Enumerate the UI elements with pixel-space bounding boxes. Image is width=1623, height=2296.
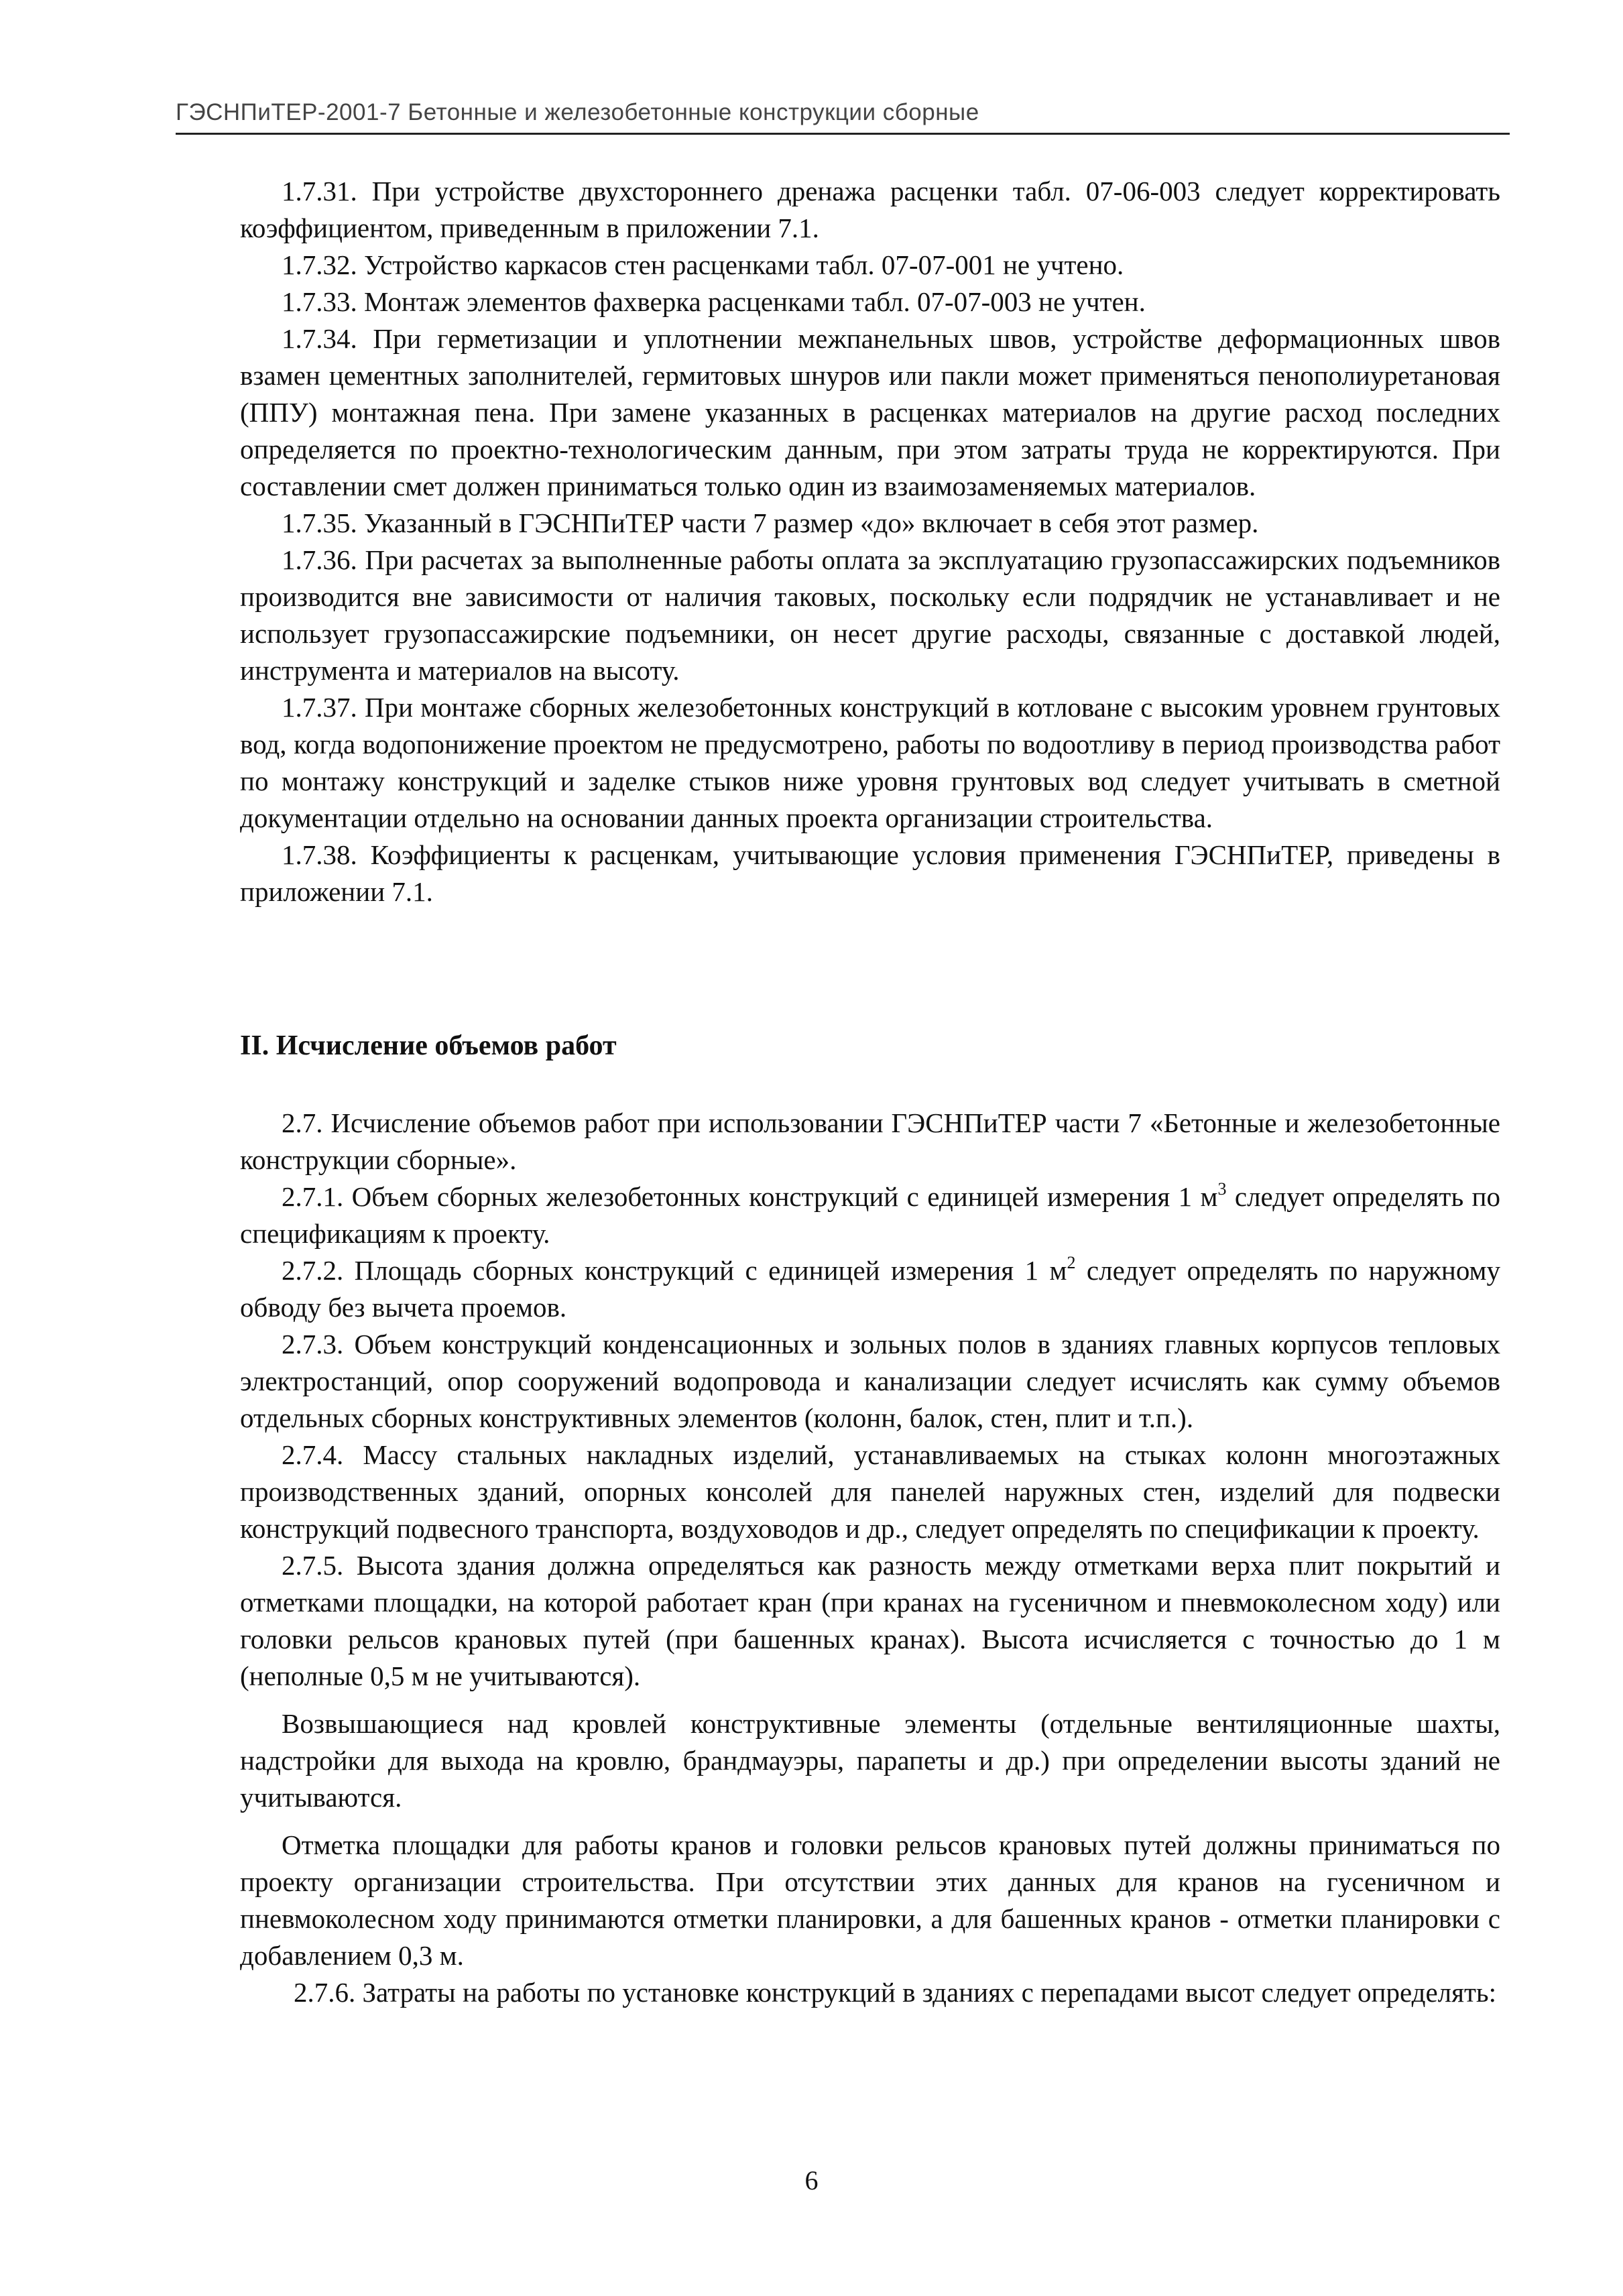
page-number: 6 (804, 2165, 819, 2195)
paragraph-2-7-6: 2.7.6. Затраты на работы по установке конструкций в зданиях с перепадами высот следует определять: (294, 1977, 1497, 2008)
paragraph-2-7-1 (240, 1179, 1500, 1252)
paragraph-2-7-2 (240, 1252, 1500, 1326)
section-2-text (240, 1105, 1500, 2011)
paragraph-2-7-1-text-b: следует определять по спецификациям к проекту. (240, 1181, 1500, 1249)
running-header: ГЭСНПиТЕР-2001-7 Бетонные и железобетонные конструкции сборные (176, 93, 1510, 135)
paragraph-1-7-37: 1.7.37. При монтаже сборных железобетонных конструкций в котловане с высоким уровнем грунтовых вод, когда водопонижение проектом не предусмотрено, работы по водоотливу в период производства работ по монтажу конструкций и заделке стыков ниже уровня грунтовых вод следует учитывать в сметной документации отдельно на основании данных проекта организации строительства. (240, 692, 1500, 833)
paragraph-2-7-2-text-a: 2.7.2. Площадь сборных конструкций с единицей измерения 1 м (282, 1255, 1067, 1286)
paragraph-1-7-33: 1.7.33. Монтаж элементов фахверка расценками табл. 07-07-003 не учтен. (282, 286, 1146, 317)
paragraph-otmetka: Отметка площадки для работы кранов и головки рельсов крановых путей должны приниматься по проекту организации строительства. При отсутствии этих данных для кранов на гусеничном и пневмоколесном ходу принимаются отметки планировки, а для башенных кранов - отметки планировки с добавлением 0,3 м. (240, 1829, 1500, 1971)
paragraph-1-7-36: 1.7.36. При расчетах за выполненные работы оплата за эксплуатацию грузопассажирских подъемников производится вне зависимости от наличия таковых, поскольку если подрядчик не устанавливает и не использует грузопассажирские подъемники, он несет другие расходы, связанные с доставкой людей, инструмента и материалов на высоту. (240, 544, 1500, 686)
paragraph-1-7-32: 1.7.32. Устройство каркасов стен расценками табл. 07-07-001 не учтено. (282, 249, 1124, 280)
paragraph-2-7: 2.7. Исчисление объемов работ при использовании ГЭСНПиТЕР части 7 «Бетонные и железобетонные конструкции сборные». (240, 1107, 1500, 1175)
paragraph-1-7-35: 1.7.35. Указанный в ГЭСНПиТЕР части 7 размер «до» включает в себя этот размер. (282, 507, 1259, 538)
paragraph-1-7-34: 1.7.34. При герметизации и уплотнении межпанельных швов, устройстве деформационных швов взамен цементных заполнителей, гермитовых шнуров или пакли может применяться пенополиуретановая (ППУ) монтажная пена. При замене указанных в расценках материалов на другие расход последних определяется по проектно-технологическим данным, при этом затраты труда не корректируются. При составлении смет должен приниматься только один из взаимозаменяемых материалов. (240, 323, 1500, 501)
paragraph-2-7-4: 2.7.4. Массу стальных накладных изделий, устанавливаемых на стыках колонн многоэтажных производственных зданий, опорных консолей для панелей наружных стен, изделий для подвески конструкций подвесного транспорта, воздуховодов и др., следует определять по спецификации к проекту. (240, 1439, 1500, 1544)
paragraph-2-7-5: 2.7.5. Высота здания должна определяться как разность между отметками верха плит покрытий и отметками площадки, на которой работает кран (при кранах на гусеничном и пневмоколесном ходу) или головки рельсов крановых путей (при башенных кранах). Высота исчисляется с точностью до 1 м (неполные 0,5 м не учитываются). (240, 1550, 1500, 1691)
paragraph-2-7-2-text-b: следует определять по наружному обводу без вычета проемов. (240, 1255, 1500, 1323)
paragraph-2-7-1-text-a: 2.7.1. Объем сборных железобетонных конструкций с единицей измерения 1 м (282, 1181, 1218, 1212)
paragraph-1-7-31: 1.7.31. При устройстве двухстороннего дренажа расценки табл. 07-06-003 следует корректировать коэффициентом, приведенным в приложении 7.1. (240, 176, 1500, 243)
superscript-square: 2 (1067, 1253, 1076, 1272)
paragraph-2-7-3: 2.7.3. Объем конструкций конденсационных и зольных полов в зданиях главных корпусов тепловых электростанций, опор сооружений водопровода и канализации следует исчислять как сумму объемов отдельных сборных конструктивных элементов (колонн, балок, стен, плит и т.п.). (240, 1329, 1500, 1433)
section-1-text (240, 173, 1500, 910)
section-2-heading: II. Исчисление объемов работ (240, 1030, 617, 1061)
paragraph-vozvyshayushchiesya: Возвышающиеся над кровлей конструктивные элементы (отдельные вентиляционные шахты, надстройки для выхода на кровлю, брандмауэры, парапеты и др.) при определении высоты зданий не учитываются. (240, 1708, 1500, 1813)
paragraph-1-7-38: 1.7.38. Коэффициенты к расценкам, учитывающие условия применения ГЭСНПиТЕР, приведены в приложении 7.1. (240, 839, 1500, 907)
superscript-cubic: 3 (1217, 1179, 1227, 1199)
